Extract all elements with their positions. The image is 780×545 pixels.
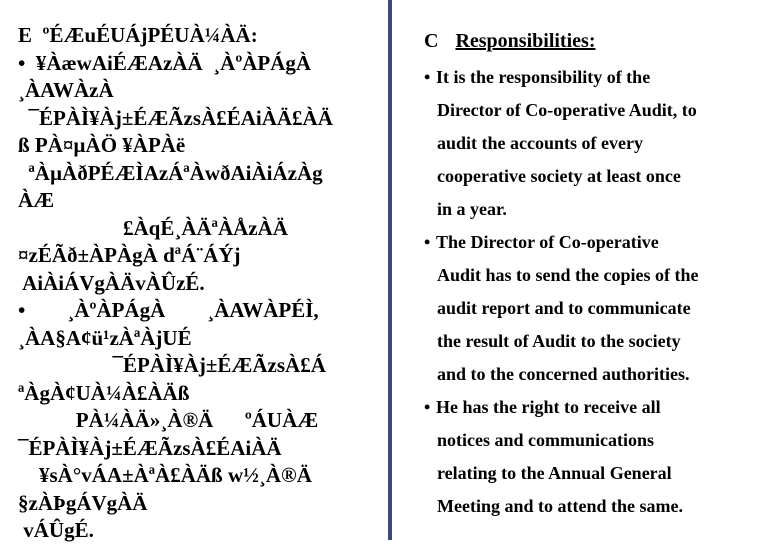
- responsibility-text: audit report and to communicate: [437, 298, 691, 318]
- responsibility-line: [424, 292, 769, 325]
- left-line: AiÀiÁVgÀÄvÀÛzÉ.: [18, 270, 205, 295]
- left-line: ¯ÉPÀÌ¥Àj±ÉÆÃzsÀ£ÉAiÀÄ£ÀÄ: [18, 105, 333, 130]
- responsibility-text: relating to the Annual General: [437, 463, 672, 483]
- left-column-kannada-text: [18, 22, 378, 545]
- left-line: E ºÉÆuÉUÁjPÉUÀ¼ÀÄ:: [18, 23, 258, 47]
- section-title: Responsibilities:: [455, 30, 596, 52]
- left-line: ¸ÀAWÀzÀ: [18, 78, 114, 102]
- left-line: • ¸ÀºÀPÁgÀ ¸ÀAWÀPÉÌ,: [18, 298, 319, 322]
- left-line: ÀÆ: [18, 188, 55, 212]
- responsibility-line: [424, 358, 769, 391]
- left-line: §zÀÞgÁVgÀÄ: [18, 490, 148, 515]
- responsibility-text: Meeting and to attend the same.: [437, 496, 683, 516]
- left-line: vÁÛgÉ.: [18, 518, 94, 542]
- responsibility-lines: [424, 61, 769, 523]
- left-line: £ÀqÉ¸ÀÄªÀÅzÀÄ: [18, 215, 288, 240]
- responsibility-line: [424, 160, 769, 193]
- responsibility-text: audit the accounts of every: [437, 133, 643, 153]
- responsibility-bullet-line: [424, 61, 769, 94]
- responsibility-line: [424, 127, 769, 160]
- responsibility-text: in a year.: [437, 199, 507, 219]
- responsibility-line: [424, 193, 769, 226]
- left-line: ªÀµÀðPÉÆÌAzÁªÀwðAiÀiÁzÀg: [18, 160, 323, 185]
- left-line: ¤zÉÃð±ÀPÀgÀ dªÁ¨ÁÝj: [18, 243, 241, 267]
- bullet-icon: •: [424, 232, 431, 252]
- left-line: ß PÀ¤µÀÖ ¥ÀPÀë: [18, 133, 186, 157]
- responsibility-text: It is the responsibility of the: [436, 67, 651, 87]
- responsibility-text: Director of Co-operative Audit, to: [437, 100, 697, 120]
- bullet-icon: •: [424, 397, 431, 417]
- responsibility-line: [424, 94, 769, 127]
- right-column-english-text: [424, 30, 769, 523]
- column-divider: [388, 0, 392, 540]
- left-line: ¯ÉPÀÌ¥Àj±ÉÆÃzsÀ£Á: [18, 353, 326, 377]
- responsibility-bullet-line: [424, 391, 769, 424]
- left-line: ªÀgÀ¢UÀ¼À£ÀÄß: [18, 380, 190, 405]
- bullet-icon: •: [424, 67, 431, 87]
- left-line: PÀ¼ÀÄ»¸À®Ä ºÁUÀÆ: [18, 408, 319, 432]
- responsibility-line: [424, 457, 769, 490]
- responsibility-text: the result of Audit to the society: [437, 331, 681, 351]
- responsibility-text: and to the concerned authorities.: [437, 364, 690, 384]
- responsibility-bullet-line: [424, 226, 769, 259]
- left-line: ¯ÉPÀÌ¥Àj±ÉÆÃzsÀ£ÉAiÀÄ: [18, 435, 282, 460]
- responsibility-text: cooperative society at least once: [437, 166, 681, 186]
- responsibility-text: The Director of Co-operative: [436, 232, 659, 252]
- left-line: ¥sÀ°vÁA±ÀªÀ£ÀÄß w½¸À®Ä: [18, 463, 312, 487]
- responsibility-text: notices and communications: [437, 430, 655, 450]
- responsibility-text: Audit has to send the copies of the: [437, 265, 699, 285]
- responsibility-line: [424, 259, 769, 292]
- section-letter: C: [424, 30, 439, 52]
- responsibility-line: [424, 325, 769, 358]
- responsibility-line: [424, 424, 769, 457]
- left-line: • ¥ÀæwAiÉÆAzÀÄ ¸ÀºÀPÁgÀ: [18, 50, 312, 75]
- left-line: ¸ÀA§A¢ü¹zÀªÀjUÉ: [18, 325, 192, 350]
- responsibility-line: [424, 490, 769, 523]
- responsibility-text: He has the right to receive all: [436, 397, 661, 417]
- section-heading: [424, 30, 769, 53]
